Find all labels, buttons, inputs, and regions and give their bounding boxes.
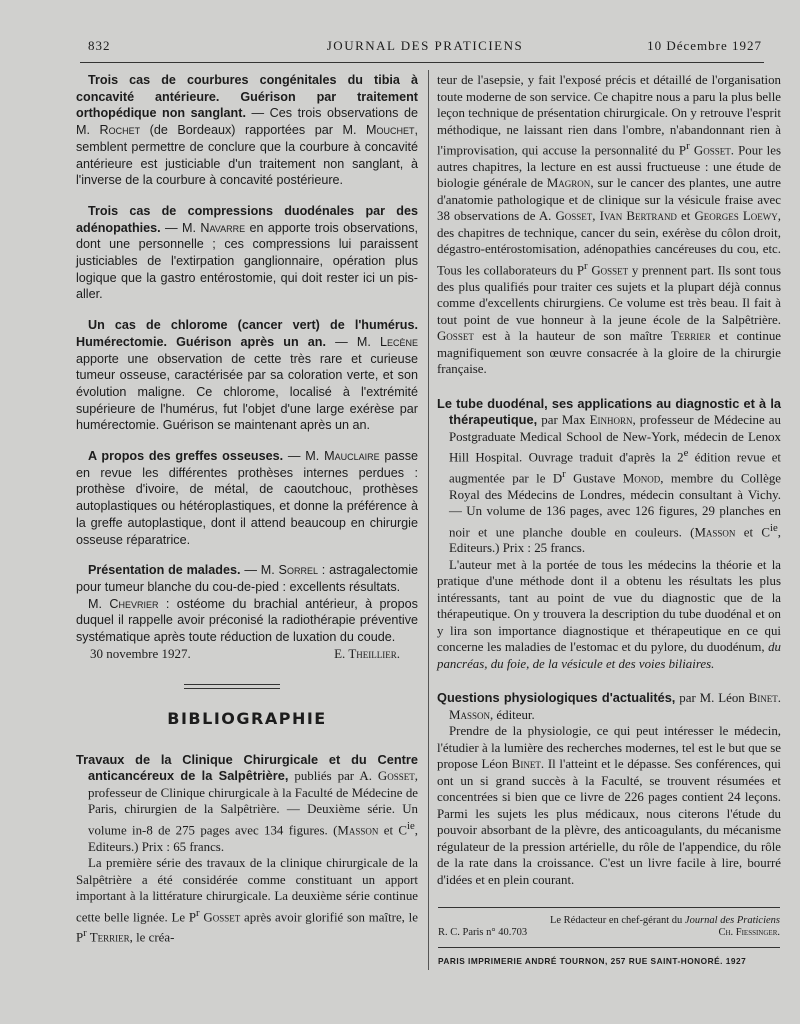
- bib-entry-gosset: Travaux de la Clinique Chirurgicale et du Centre anticancéreux de la Salpêtrière, publiés par A. Gosset, professeur de Clinique chirurgicale à la Faculté de Médecine de Paris, chirurgien de la Salpêtrière. — Deuxième série. Un volume in-8 de 275 pages avec 134 figures. (Masson et $C^{ie}$, Editeurs.) Prix : 65 francs.: [76, 751, 418, 854]
- running-header: [88, 38, 762, 58]
- header-rule: [80, 62, 764, 63]
- editor-line: Le Rédacteur en chef-gérant du Journal des Praticiens: [549, 915, 780, 926]
- bib-review-einhorn: L'auteur met à la portée de tous les médecins la théorie et la pratique d'une méthode dont il a obtenu les résultats les plus intéressants, tant au point de vue du diagnostic que de la thérapeutique. On y trouvera la description du tube duodénal et on y lira son importance diagnostique et thérapeutique en ce qui concerne les maladies de l'estomac et du pylore, du duodénum, du pancréas, du foie, de la vésicule et des voies biliaires.: [437, 557, 781, 671]
- signature-author: E. Theillier.: [334, 645, 400, 661]
- report-chevrier: M. Chevrier : ostéome du brachial antérieur, à propos duquel il rappelle avoir préconisé la radiothérapie préventive systématique après toute réduction de luxation du coude.: [76, 596, 418, 645]
- imprint-rule-bottom: [438, 947, 780, 948]
- report-rochet: Trois cas de courbures congénitales du tibia à concavité antérieure. Guérison par traitement orthopédique non sanglant. — Ces trois observations de M. Rochet (de Bordeaux) rapportées par M. Mouchet, semblent permettre de conclure que la courbure à concavité antérieure est justiciable d'un traitement non sanglant, à l'inverse de la courbure à concavité postérieure.: [76, 73, 418, 188]
- report-navarre: Trois cas de compressions duodénales par des adénopathies. — M. Navarre en apporte trois observations, dont une personnelle ; ces compressions lui paraissent justiciables de l'extirpation ganglionnaire, opération plus logique que la gastro entérostomie, qui doit rester ici un pis-aller.: [76, 203, 418, 302]
- registry-number: R. C. Paris n° 40.703: [438, 927, 528, 938]
- signature-date: 30 novembre 1927.: [90, 645, 191, 661]
- report-lecene: Un cas de chlorome (cancer vert) de l'humérus. Humérectomie. Guérison après un an. — M. Lecène apporte une observation de cette très rare et curieuse tumeur osseuse, caractérisée par sa coloration verte, et son évolution maligne. Ce chlorome, localisé à l'extrémité supérieure de l'humérus, fut l'objet d'une large exérèse par humérectomie. Guérison se maintenant après un an.: [76, 318, 418, 433]
- bibliography-heading: BIBLIOGRAPHIE: [167, 708, 327, 728]
- manager-name: Ch. Fiessinger.: [718, 927, 780, 938]
- signature-line: [76, 646, 418, 664]
- issue-date: 10 Décembre 1927: [647, 38, 762, 53]
- journal-title: JOURNAL DES PRATICIENS: [326, 38, 524, 53]
- imprint-rule: [438, 907, 780, 908]
- bib-review-binet: Prendre de la physiologie, ce qui peut intéresser le médecin, l'étudier à la lumière des recherches modernes, tel est le but que se propose Léon Binet. Il l'atteint et le dépasse. Ses conférences, qui ont un si grand succès à la Faculté, se trouvent résumées et concentrées si bien que ce livre de 226 pages contient 24 leçons. Parmi les sujets les plus médicaux, nous citerons l'étude du pouvoir absorbant de la plèvre, des anticoagulants, du mécanisme régulateur de la pression artérielle, du rôle de l'appendice, du rôle de la rate dans la croissance. C'est un livre facile à lire, bourré d'idées et en plein courant.: [437, 724, 781, 887]
- imprint-block: [438, 907, 780, 966]
- bib-entry-binet: Questions physiologiques d'actualités, par M. Léon Binet. Masson, éditeur.: [437, 690, 781, 722]
- bib-entry-einhorn: Le tube duodénal, ses applications au diagnostic et à la thérapeutique, par Max Einhorn, professeur de Médecine au Postgraduate Medical School de New-York, médecin de Lenox Hill Hospital. Ouvrage traduit d'après la 2e édition revue et augmentée par le $D^r$ Gustave Monod, membre du Collège Royal des Médecins de Londres, médecin consultant à Vichy. — Un volume de 136 pages, avec 126 figures, 29 planches en noir et une planche double en couleurs. (Masson et $C^{ie}$, Editeurs.) Prix : 25 francs.: [437, 395, 781, 556]
- report-mauclaire: A propos des greffes osseuses. — M. Mauclaire passe en revue les différentes prothèses internes perdues : prothèse d'ivoire, de métal, de caoutchouc, prothèses autoplastiques ou hétéroplastiques, et donne la préférence à la greffe autoplastique, dont il attend beaucoup en chirurgie osseuse réparatrice.: [76, 449, 418, 547]
- page-number: 832: [88, 38, 111, 53]
- left-column: [76, 72, 418, 946]
- report-sorrel: Présentation de malades. — M. Sorrel : astragalectomie pour tumeur blanche du cou-de-pied : excellents résultats.: [76, 563, 418, 594]
- column-divider: [428, 70, 429, 970]
- registry-line: [438, 927, 780, 941]
- printer-line: PARIS IMPRIMERIE ANDRÉ TOURNON, 257 RUE SAINT-HONORÉ. 1927: [438, 956, 747, 966]
- bib-review-gosset: La première série des travaux de la clinique chirurgicale de la Salpêtrière a été considérée comme constituant un apport important à la littérature chirurgicale. La deuxième série continue cette belle lignée. Le $P^r$ Gosset après avoir glorifié son maître, le $P^r$ Terrier, le créa-: [76, 856, 418, 945]
- section-double-rule: [184, 684, 280, 689]
- bib-review-gosset-cont: teur de l'asepsie, y fait l'exposé précis et détaillé de l'organisation toute moderne de son service. Ce chapitre nous a paru la plus belle leçon technique de présentation chirurgicale. On y retrouve l'esprit méthodique, ne laissant rien dans l'ombre, n'abandonnant rien à l'improvisation, qui accuse la personnalité du $P^r$ Gosset. Pour les autres chapitres, la lecture en est aussi fructueuse : une étude de biologie générale de Magron, sur le cancer des plantes, une autre d'anatomie pathologique et de clinique sur la vésicule fraise avec 38 observations de A. Gosset, Ivan Bertrand et Georges Loewy, des chapitres de technique, cancer du sein, exérèse du côlon droit, dégastro-entérostomisation, adénopathies cancéreuses du cou, etc. Tous les collaborateurs du $P^r$ Gosset y prennent part. Ils sont tous des plus qualifiés pour traiter ces sujets et la plupart déjà connus comme d'excellents chirurgiens. Ce volume est très beau. Il fait à tout point de vue honneur à la jeune école de la Salpêtrière. Gosset est à la hauteur de son maître Terrier et continue magnifiquement son œuvre consacrée à la gloire de la chirurgie française.: [437, 73, 782, 377]
- right-column: [437, 72, 781, 888]
